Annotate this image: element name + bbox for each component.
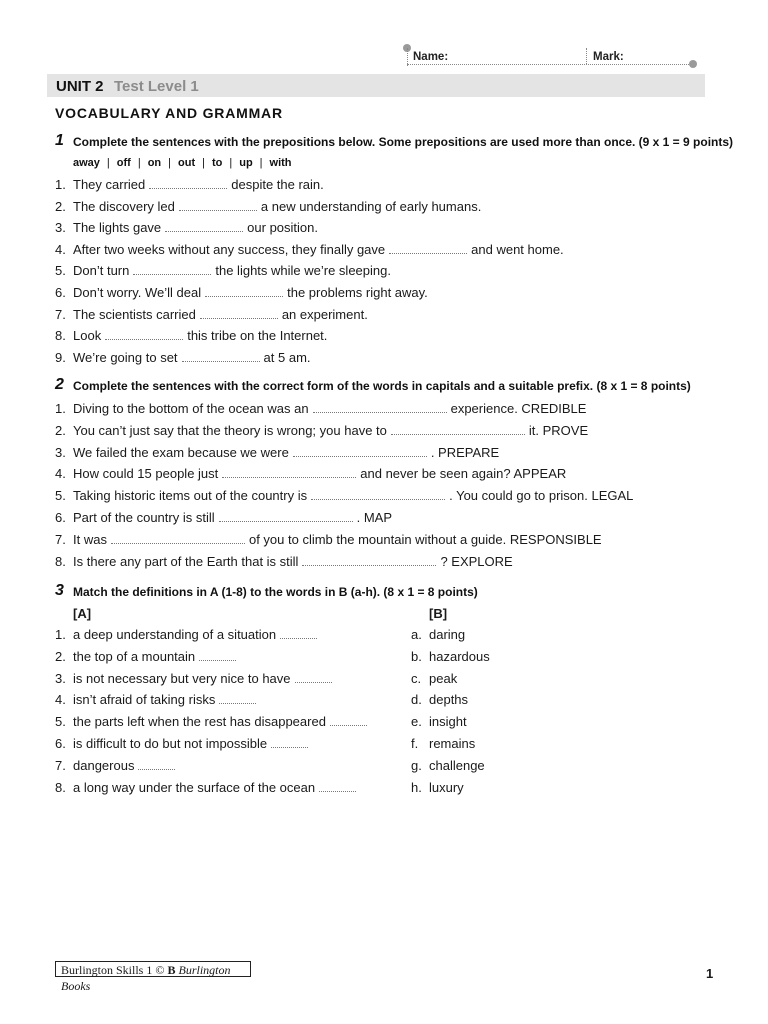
answer-blank[interactable] (149, 176, 227, 189)
definition-row (55, 735, 312, 753)
sentence-start: Is there any part of the Earth that is still (73, 553, 299, 569)
item-number: 2. (55, 422, 66, 438)
name-label: Name: (413, 51, 449, 63)
answer-blank[interactable] (280, 626, 317, 639)
sentence-end: . PREPARE (430, 444, 500, 460)
sentence-row (55, 284, 428, 302)
definition-row (55, 779, 360, 797)
sentence-start: Part of the country is still (73, 510, 215, 525)
preposition-word: off (116, 157, 131, 169)
burlington-logo-icon: B (167, 963, 176, 977)
sentence-end: and never be seen again? APPEAR (360, 466, 567, 482)
answer-blank[interactable] (311, 487, 445, 500)
item-letter: h. (411, 779, 422, 795)
preposition-word: to (211, 157, 223, 169)
sentence-start: We failed the exam because we were (73, 444, 289, 460)
mark-label: Mark: (593, 51, 624, 63)
answer-blank[interactable] (389, 241, 467, 254)
sentence-start: Don’t worry. We’ll deal (73, 285, 202, 300)
word-row (411, 779, 464, 797)
answer-blank[interactable] (295, 670, 332, 683)
definition-row (55, 757, 179, 775)
publisher-name: Burlington Books (61, 963, 231, 993)
answer-blank[interactable] (293, 444, 427, 457)
exercise-1-instruction: Complete the sentences with the prepositions below. Some prepositions are used more than once. (9 x 1 = 9 points) (73, 135, 734, 149)
answer-blank[interactable] (133, 262, 211, 275)
sentence-start: How could 15 people just (73, 466, 219, 482)
sentence-start: You can’t just say that the theory is wrong; you have to (73, 422, 387, 438)
sentence-row (55, 241, 564, 259)
item-number: 7. (55, 531, 66, 547)
item-letter: d. (411, 692, 422, 708)
sentence-row (55, 531, 602, 549)
definition-row (55, 626, 321, 644)
preposition-word: up (239, 157, 253, 169)
sentence-end: at 5 am. (263, 349, 311, 365)
separator: | (137, 157, 141, 169)
item-number: 8. (55, 553, 66, 569)
preposition-word: on (147, 157, 162, 169)
exercise-1-heading (55, 132, 64, 150)
answer-blank[interactable] (302, 553, 436, 566)
sentence-row (55, 262, 391, 280)
sentence-row (55, 509, 392, 527)
item-number: 1. (55, 627, 66, 642)
item-number: 1. (55, 401, 66, 416)
definition-text: the parts left when the rest has disappeared (73, 714, 326, 730)
exercise-3-heading (55, 582, 64, 600)
separator: | (106, 157, 110, 169)
sentence-end: . You could go to prison. LEGAL (449, 488, 634, 504)
sentence-row (55, 487, 633, 505)
item-number: 4. (55, 466, 66, 482)
answer-blank[interactable] (138, 757, 175, 770)
sentence-end: an experiment. (281, 306, 368, 322)
word-text: depths (429, 692, 469, 708)
sentence-row (55, 349, 311, 367)
sentence-row (55, 219, 318, 237)
answer-blank[interactable] (319, 779, 356, 792)
word-text: remains (429, 736, 476, 751)
sentence-row (55, 198, 481, 216)
item-letter: f. (411, 736, 419, 751)
prepositions-list (73, 157, 292, 169)
word-row (411, 626, 465, 644)
section-heading: VOCABULARY AND GRAMMAR (55, 105, 283, 121)
item-number: 3. (55, 220, 66, 236)
definition-row (55, 713, 371, 731)
answer-blank[interactable] (179, 198, 257, 211)
exercise-2-heading (55, 376, 64, 394)
sentence-row (55, 306, 368, 324)
sentence-end: it. PROVE (528, 422, 589, 438)
word-row (411, 713, 467, 731)
page-number: 1 (706, 966, 714, 981)
sentence-start: Look (73, 328, 102, 344)
definition-row (55, 670, 336, 688)
sentence-row (55, 327, 327, 345)
definition-text: a deep understanding of a situation (73, 627, 277, 642)
answer-blank[interactable] (199, 648, 236, 661)
answer-blank[interactable] (313, 400, 447, 413)
item-number: 8. (55, 328, 66, 344)
column-b-heading: [B] (429, 606, 448, 621)
sentence-start: We’re going to set (73, 349, 178, 365)
sentence-start: The scientists carried (73, 306, 196, 322)
name-mark-box (405, 48, 695, 70)
definition-text: isn’t afraid of taking risks (73, 692, 216, 708)
definition-text: a long way under the surface of the ocean (73, 779, 316, 795)
sentence-row (55, 444, 499, 462)
sentence-start: The discovery led (73, 198, 175, 214)
item-number: 4. (55, 692, 66, 708)
definition-text: dangerous (73, 757, 135, 773)
exercise-2-instruction: Complete the sentences with the correct form of the words in capitals and a suitable prefix. (8 x 1 = 8 points) (73, 379, 691, 393)
item-number: 4. (55, 241, 66, 257)
exercise-3-instruction: Match the definitions in A (1-8) to the words in B (a-h). (8 x 1 = 8 points) (73, 585, 478, 599)
item-number: 7. (55, 757, 66, 773)
sentence-end: this tribe on the Internet. (187, 328, 328, 344)
item-letter: g. (411, 757, 422, 773)
copyright-text: Burlington Skills 1 © (61, 963, 168, 977)
sentence-end: ? EXPLORE (440, 553, 513, 569)
item-number: 5. (55, 714, 66, 730)
item-number: 1. (55, 177, 66, 192)
preposition-word: out (178, 157, 196, 169)
item-number: 9. (55, 349, 66, 365)
sentence-end: . MAP (356, 510, 393, 525)
answer-blank[interactable] (165, 219, 243, 232)
sentence-end: the problems right away. (287, 285, 428, 300)
sentence-start: Diving to the bottom of the ocean was an (73, 401, 309, 416)
word-text: insight (429, 714, 467, 730)
answer-blank[interactable] (222, 465, 356, 478)
item-number: 3. (55, 444, 66, 460)
name-mark-separator (586, 48, 587, 64)
separator: | (168, 157, 171, 169)
item-number: 6. (55, 510, 66, 525)
word-text: challenge (429, 757, 485, 773)
preposition-word: with (269, 157, 292, 169)
exercise-number: 1 (55, 132, 64, 149)
item-letter: b. (411, 648, 422, 664)
definition-text: is not necessary but very nice to have (73, 670, 291, 686)
definition-row (55, 691, 260, 709)
answer-blank[interactable] (200, 306, 278, 319)
corner-dot (689, 60, 697, 68)
item-number: 2. (55, 198, 66, 214)
word-text: daring (429, 627, 466, 642)
item-number: 2. (55, 648, 66, 664)
sentence-end: and went home. (471, 241, 564, 257)
sentence-row (55, 422, 588, 440)
separator: | (202, 157, 205, 169)
column-a-heading: [A] (73, 606, 92, 621)
unit-header-bar (47, 74, 705, 97)
answer-blank[interactable] (219, 691, 256, 704)
answer-blank[interactable] (391, 422, 525, 435)
answer-blank[interactable] (219, 509, 353, 522)
separator: | (259, 157, 263, 169)
item-number: 5. (55, 488, 66, 504)
definition-text: is difficult to do but not impossible (73, 736, 268, 751)
sentence-row (55, 176, 324, 194)
word-text: luxury (429, 779, 464, 795)
definition-row (55, 648, 240, 666)
answer-blank[interactable] (111, 531, 245, 544)
name-mark-line (407, 64, 689, 65)
item-number: 6. (55, 285, 66, 300)
answer-blank[interactable] (330, 713, 367, 726)
answer-blank[interactable] (105, 327, 183, 340)
item-number: 5. (55, 263, 66, 279)
exercise-number: 3 (55, 582, 64, 599)
word-text: hazardous (429, 648, 490, 664)
sentence-start: Don’t turn (73, 263, 130, 279)
word-row (411, 757, 485, 775)
word-row (411, 691, 468, 709)
sentence-end: of you to climb the mountain without a guide. RESPONSIBLE (248, 531, 602, 547)
item-number: 3. (55, 670, 66, 686)
item-letter: c. (411, 670, 422, 686)
word-row (411, 670, 457, 688)
unit-title: UNIT 2 (56, 78, 104, 95)
answer-blank[interactable] (182, 349, 260, 362)
item-letter: e. (411, 714, 422, 730)
word-text: peak (429, 670, 458, 686)
exercise-number: 2 (55, 376, 64, 393)
separator: | (229, 157, 233, 169)
definition-text: the top of a mountain (73, 648, 196, 664)
sentence-end: experience. CREDIBLE (450, 401, 587, 416)
item-number: 6. (55, 736, 66, 751)
sentence-row (55, 553, 513, 571)
sentence-start: The lights gave (73, 220, 162, 236)
sentence-start: They carried (73, 177, 146, 192)
answer-blank[interactable] (205, 284, 283, 297)
test-level: Test Level 1 (114, 78, 199, 95)
sentence-row (55, 465, 566, 483)
word-row (411, 648, 490, 666)
sentence-row (55, 400, 586, 418)
sentence-end: a new understanding of early humans. (260, 198, 482, 214)
item-number: 8. (55, 779, 66, 795)
sentence-start: After two weeks without any success, they finally gave (73, 241, 386, 257)
sentence-start: Taking historic items out of the country is (73, 488, 308, 504)
answer-blank[interactable] (271, 735, 308, 748)
item-letter: a. (411, 627, 422, 642)
footer-copyright (55, 961, 251, 993)
sentence-start: It was (73, 531, 107, 547)
preposition-word: away (73, 157, 100, 169)
word-row (411, 735, 475, 753)
item-number: 7. (55, 306, 66, 322)
sentence-end: the lights while we’re sleeping. (215, 263, 391, 279)
sentence-end: our position. (247, 220, 318, 236)
sentence-end: despite the rain. (231, 177, 324, 192)
